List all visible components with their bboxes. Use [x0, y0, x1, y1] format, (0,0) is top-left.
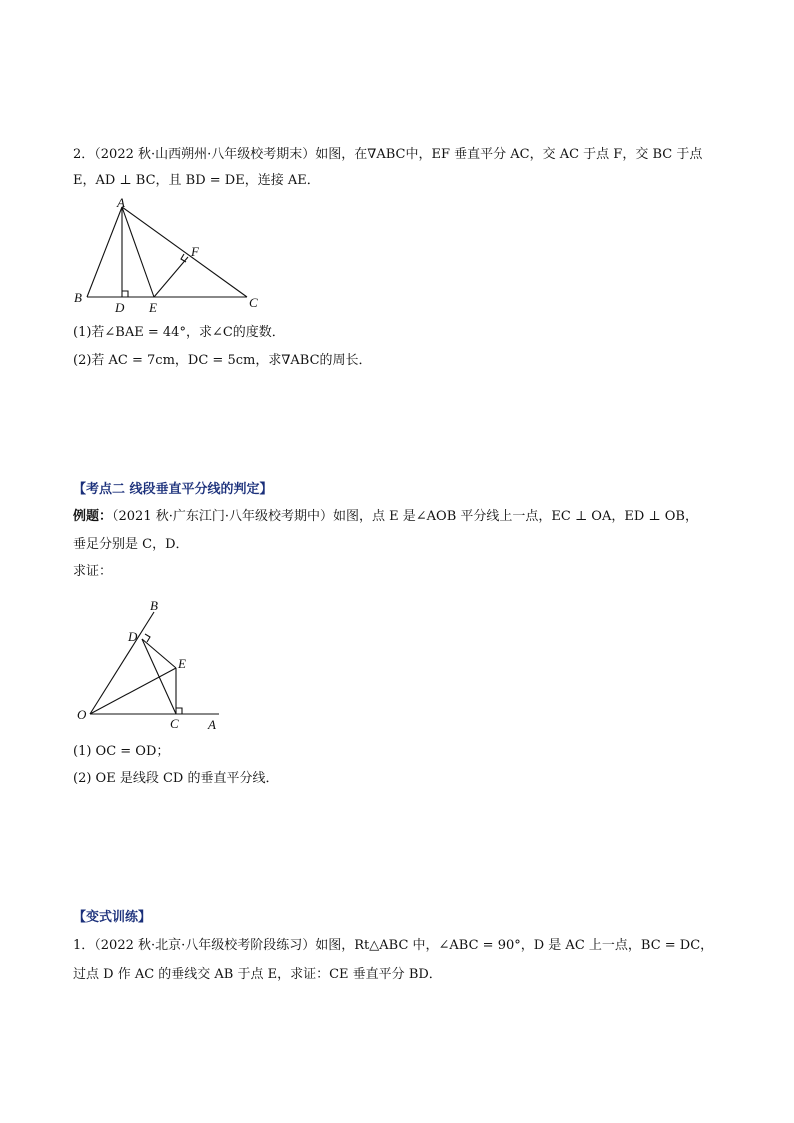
problem2-text-line2: E，AD ⊥ BC，且 BD = DE，连接 AE． — [73, 173, 320, 188]
label-e: E — [178, 656, 186, 671]
segment-ae — [122, 207, 154, 297]
practice-heading: 【变式训练】 — [73, 910, 152, 925]
label-a: A — [208, 717, 216, 732]
example-text: （2021 秋·广东江门·八年级校考期中）如图，点 E 是∠AOB 平分线上一点，EC ⊥ OA，ED ⊥ OB， — [112, 509, 698, 524]
angle-bisector-figure — [70, 598, 230, 733]
segment-ac — [122, 207, 247, 297]
label-c: C — [170, 716, 179, 731]
section2-question1: (1) OC = OD； — [73, 744, 170, 759]
label-d: D — [115, 300, 125, 315]
label-b: B — [150, 598, 158, 613]
label-e: E — [149, 300, 157, 315]
example-label: 例题： — [73, 509, 113, 524]
example-line1 — [73, 508, 698, 526]
label-d: D — [128, 629, 138, 644]
segment-ab — [87, 207, 122, 297]
ray-ob — [90, 612, 154, 714]
problem2-question2: (2)若 AC = 7cm，DC = 5cm，求∇ABC的周长． — [73, 353, 372, 368]
right-angle-mark-d — [122, 291, 128, 297]
segment-ed — [142, 639, 176, 668]
example-line2: 垂足分别是 C，D． — [73, 537, 189, 552]
segment-dc — [142, 639, 176, 714]
section-heading-perpendicular-bisector: 【考点二 线段垂直平分线的判定】 — [73, 482, 273, 497]
label-c: C — [249, 295, 258, 310]
triangle-abc-figure — [70, 196, 270, 318]
problem2-text-line1: 2．（2022 秋·山西朔州·八年级校考期末）如图，在∇ABC中，EF 垂直平分 AC，交 AC 于点 F，交 BC 于点 — [73, 147, 703, 162]
label-b: B — [74, 290, 82, 305]
prove-label: 求证： — [73, 564, 113, 579]
right-angle-mark-d — [145, 634, 150, 642]
practice-line2: 过点 D 作 AC 的垂线交 AB 于点 E，求证：CE 垂直平分 BD． — [73, 967, 442, 982]
right-angle-mark-c — [176, 708, 182, 714]
problem2-question1: (1)若∠BAE = 44°，求∠C的度数． — [73, 325, 285, 340]
segment-ef — [154, 257, 188, 297]
segment-oe — [90, 668, 176, 714]
label-a: A — [117, 196, 125, 210]
section2-question2: (2) OE 是线段 CD 的垂直平分线． — [73, 771, 279, 786]
label-f: F — [191, 244, 199, 259]
label-o: O — [77, 707, 87, 722]
practice-line1: 1．（2022 秋·北京·八年级校考阶段练习）如图，Rt△ABC 中，∠ABC = 90°，D 是 AC 上一点，BC = DC， — [73, 938, 714, 953]
